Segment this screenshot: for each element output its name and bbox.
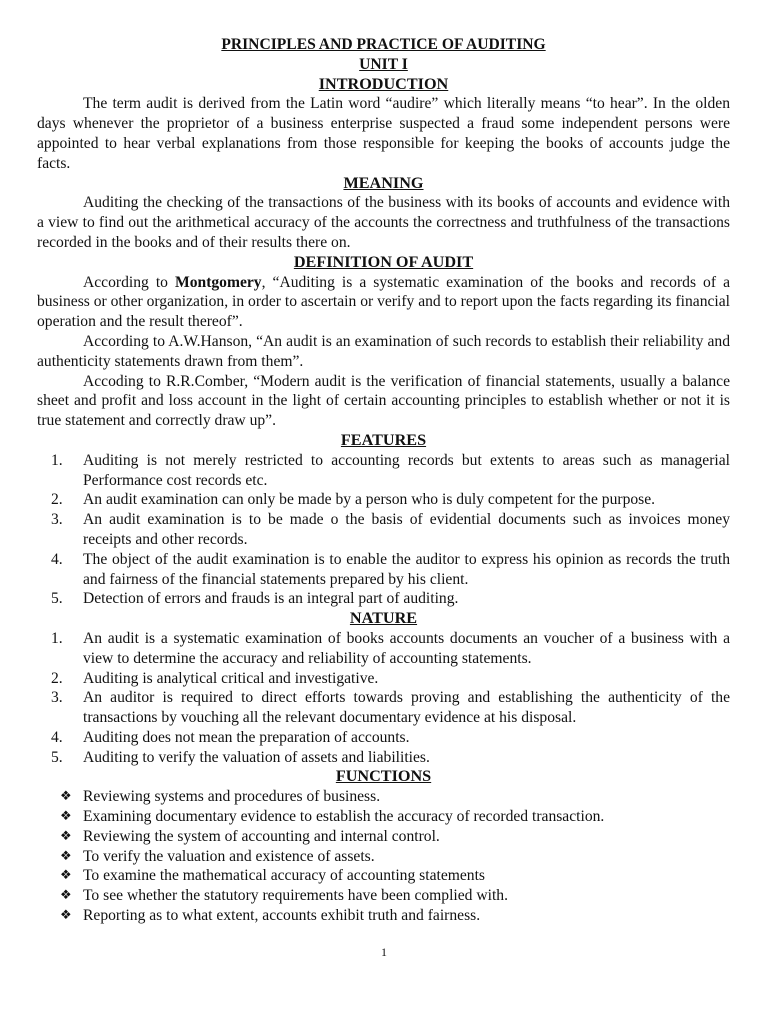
item-number: 3. xyxy=(51,689,63,707)
nature-list xyxy=(37,629,730,768)
list-item xyxy=(37,866,730,886)
item-number: 5. xyxy=(51,590,63,608)
list-item xyxy=(37,807,730,827)
item-text: Reviewing the system of accounting and internal control. xyxy=(83,827,440,845)
montgomery-quote: , “Auditing is a systematic examination of the books and records of a business or other organization, in order to ascertain or verify and to report upon the facts regarding its financial operation and the result thereof”. xyxy=(37,273,730,331)
diamond-bullet-icon: ❖ xyxy=(60,809,72,825)
unit-heading: UNIT I xyxy=(359,55,408,73)
item-text: Detection of errors and frauds is an integral part of auditing. xyxy=(83,590,459,608)
list-item xyxy=(37,906,730,926)
item-number: 2. xyxy=(51,491,63,509)
features-list xyxy=(37,451,730,609)
nature-heading: NATURE xyxy=(349,609,418,628)
item-number: 4. xyxy=(51,550,63,568)
meaning-heading: MEANING xyxy=(343,173,424,192)
item-text: An audit examination can only be made by a person who is duly competent for the purpose. xyxy=(83,491,656,509)
list-item xyxy=(37,728,730,748)
item-text: An auditor is required to direct efforts towards proving and establishing the authenticity of the transactions by vouching all the relevant documentary evidence at his disposal. xyxy=(83,689,730,727)
item-number: 3. xyxy=(51,511,63,529)
features-heading: FEATURES xyxy=(340,430,427,449)
list-item xyxy=(37,490,730,510)
list-item xyxy=(37,847,730,867)
page-number: 1 xyxy=(381,945,387,959)
definition-heading: DEFINITION OF AUDIT xyxy=(293,252,474,271)
list-item xyxy=(37,589,730,609)
item-text: To examine the mathematical accuracy of accounting statements xyxy=(83,867,486,885)
item-text: Auditing is analytical critical and investigative. xyxy=(83,669,379,687)
montgomery-definition xyxy=(37,273,730,332)
functions-list xyxy=(37,787,730,926)
introduction-heading: INTRODUCTION xyxy=(318,74,449,93)
list-item xyxy=(37,550,730,590)
list-item xyxy=(37,886,730,906)
item-number: 2. xyxy=(51,669,63,687)
functions-heading: FUNCTIONS xyxy=(335,767,432,786)
list-item xyxy=(37,629,730,669)
item-text: To see whether the statutory requirements have been complied with. xyxy=(83,887,508,905)
item-text: Examining documentary evidence to establish the accuracy of recorded transaction. xyxy=(83,808,605,826)
diamond-bullet-icon: ❖ xyxy=(60,908,72,924)
list-item xyxy=(37,451,730,491)
diamond-bullet-icon: ❖ xyxy=(60,828,72,844)
document-body xyxy=(37,35,730,926)
diamond-bullet-icon: ❖ xyxy=(60,868,72,884)
meaning-paragraph: Auditing the checking of the transactions of the business with its books of accounts and evidence with a view to find out the arithmetical accuracy of the accounts the correctness and truthfulness of the transactions recorded in the books and of their results there on. xyxy=(37,194,730,251)
diamond-bullet-icon: ❖ xyxy=(60,848,72,864)
item-text: An audit examination is to be made o the basis of evidential documents such as invoices money receipts and other records. xyxy=(83,511,730,548)
item-number: 1. xyxy=(51,629,63,647)
list-item xyxy=(37,669,730,689)
diamond-bullet-icon: ❖ xyxy=(60,888,72,904)
diamond-bullet-icon: ❖ xyxy=(60,789,72,805)
montgomery-name: Montgomery xyxy=(175,273,262,291)
comber-definition: Accoding to R.R.Comber, “Modern audit is the verification of financial statements, usually a balance sheet and profit and loss account in the light of certain accounting principles to establish whether or not it is true statement and correctly draw up”. xyxy=(37,372,730,430)
item-text: Reporting as to what extent, accounts exhibit truth and fairness. xyxy=(83,907,481,925)
list-item xyxy=(37,827,730,847)
item-text: Auditing is not merely restricted to accounting records but extents to areas such as managerial Performance cost records etc. xyxy=(83,451,730,489)
montgomery-prefix: According to xyxy=(83,273,175,291)
item-number: 4. xyxy=(51,728,63,746)
item-number: 1. xyxy=(51,451,63,469)
item-text: Auditing does not mean the preparation of accounts. xyxy=(83,728,410,746)
introduction-paragraph: The term audit is derived from the Latin word “audire” which literally means “to hear”. In the olden days whenever the proprietor of a business enterprise suspected a fraud some independent persons were appointed to hear verbal explanations from those responsible for keeping the books of accounts judge the facts. xyxy=(37,95,730,172)
list-item xyxy=(37,688,730,728)
document-title: PRINCIPLES AND PRACTICE OF AUDITING xyxy=(221,36,546,53)
item-text: Auditing to verify the valuation of assets and liabilities. xyxy=(83,748,430,766)
item-text: The object of the audit examination is to enable the auditor to express his opinion as records the truth and fairness of the financial statements prepared by his client. xyxy=(83,550,730,588)
list-item xyxy=(37,787,730,807)
item-number: 5. xyxy=(51,748,63,766)
item-text: Reviewing systems and procedures of business. xyxy=(83,788,381,806)
hanson-definition: According to A.W.Hanson, “An audit is an examination of such records to establish their reliability and authenticity statements drawn from them”. xyxy=(37,332,730,370)
item-text: An audit is a systematic examination of books accounts documents an voucher of a business with a view to determine the accuracy and reliability of accounting statements. xyxy=(83,629,730,667)
list-item xyxy=(37,748,730,768)
list-item xyxy=(37,510,730,550)
item-text: To verify the valuation and existence of assets. xyxy=(83,847,375,865)
